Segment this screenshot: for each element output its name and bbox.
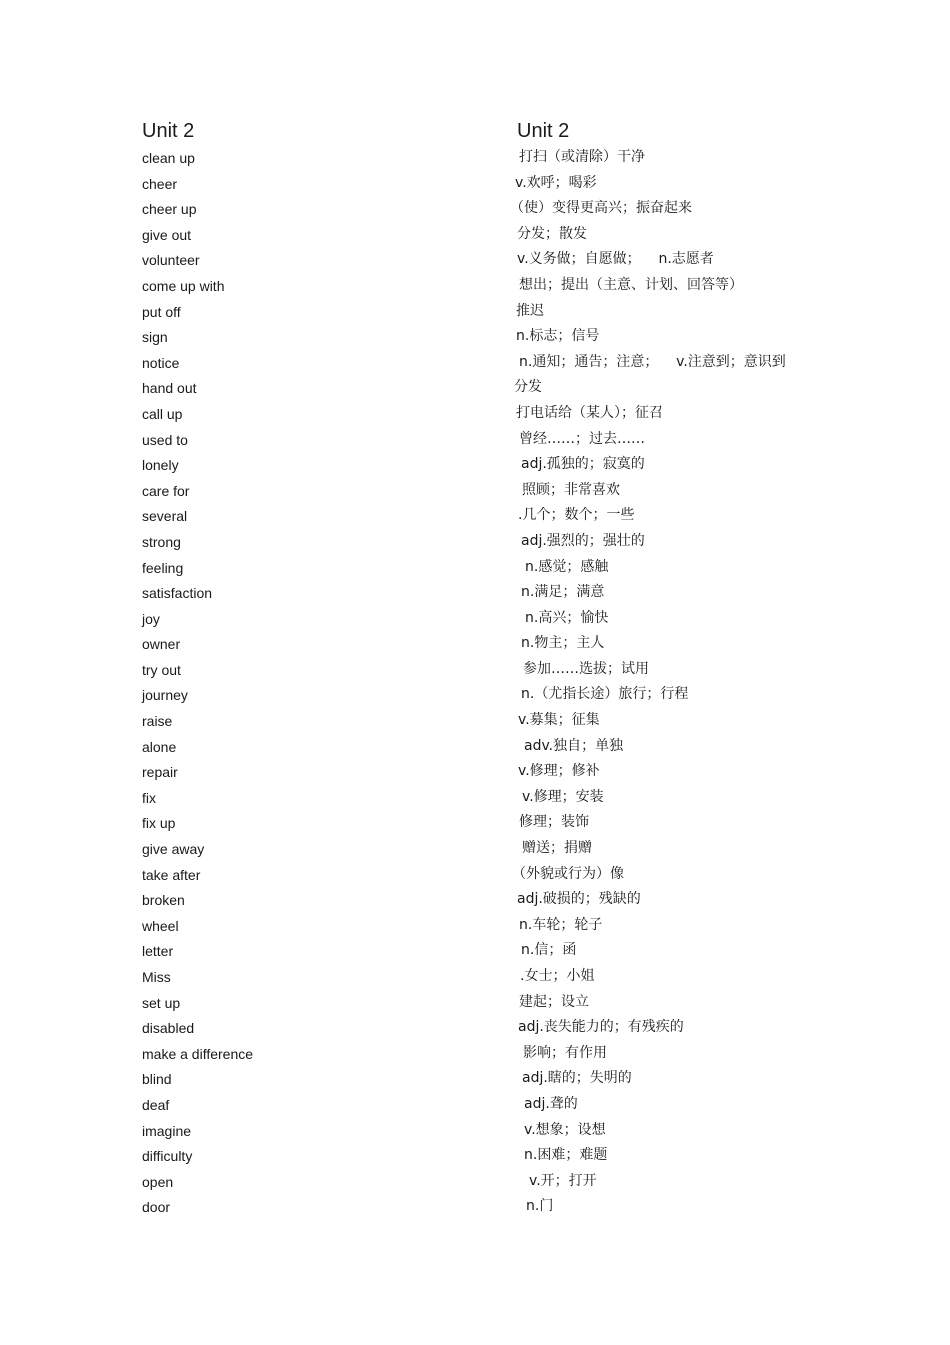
vocab-definition: n.困难；难题: [524, 1147, 608, 1164]
vocab-word: fix: [142, 789, 156, 806]
vocab-definition: 影响；有作用: [523, 1044, 607, 1061]
list-item: [0, 1118, 950, 1144]
vocab-definition: 推迟: [516, 302, 544, 319]
vocab-definition: adj.强烈的；强壮的: [521, 532, 645, 549]
vocab-word: cheer up: [142, 201, 197, 218]
vocab-definition: n.信；函: [521, 942, 577, 959]
list-item: [0, 682, 950, 708]
list-item: [0, 580, 950, 606]
vocab-word: take after: [142, 866, 201, 883]
vocab-word: raise: [142, 713, 173, 730]
list-item: [0, 964, 950, 990]
list-item: [0, 657, 950, 683]
vocab-word: put off: [142, 303, 181, 320]
vocab-word: satisfaction: [142, 585, 213, 602]
list-item: [0, 1169, 950, 1195]
vocab-word: volunteer: [142, 252, 200, 269]
vocab-word: letter: [142, 943, 174, 960]
vocab-word: difficulty: [142, 1148, 193, 1165]
vocab-definition: 分发；散发: [517, 225, 587, 242]
list-item: [0, 708, 950, 734]
vocab-definition: n.物主；主人: [521, 635, 605, 652]
vocab-definition: v.欢呼；喝彩: [515, 174, 597, 191]
vocab-word: call up: [142, 405, 183, 422]
vocab-definition: 打电话给（某人）；征召: [516, 404, 663, 421]
list-item: [0, 1194, 950, 1220]
vocab-definition: .女士；小姐: [520, 968, 595, 984]
vocab-word: joy: [142, 610, 160, 627]
vocab-word: feeling: [142, 559, 184, 576]
list-item: [0, 734, 950, 760]
vocab-definition: n.高兴；愉快: [525, 609, 609, 626]
vocab-word: owner: [142, 636, 181, 653]
vocab-word: journey: [142, 687, 188, 704]
vocab-word: wheel: [142, 917, 179, 934]
vocab-word: open: [142, 1173, 174, 1190]
vocab-definition: n.标志；信号: [516, 328, 600, 345]
list-item: [0, 1066, 950, 1092]
list-item: [0, 222, 950, 248]
vocab-word: Miss: [142, 969, 171, 985]
vocab-word: disabled: [142, 1020, 195, 1037]
list-item: [0, 350, 950, 376]
vocab-definition: n.感觉；感触: [525, 558, 609, 575]
vocab-definition: n.通知；通告；注意； v.注意到；意识到: [519, 353, 786, 370]
vocab-word: notice: [142, 354, 180, 371]
vocab-definition: 分发: [514, 379, 542, 396]
vocab-word: sign: [142, 329, 168, 346]
list-item: [0, 913, 950, 939]
vocab-definition: adj.瞎的；失明的: [522, 1070, 632, 1087]
vocab-word: deaf: [142, 1096, 170, 1113]
vocabulary-list: [0, 145, 950, 1220]
vocab-definition: adj.丧失能力的；有残疾的: [518, 1019, 684, 1036]
list-item: [0, 145, 950, 171]
vocab-word: blind: [142, 1071, 172, 1088]
list-item: [0, 1092, 950, 1118]
vocab-word: broken: [142, 892, 185, 909]
vocab-word: set up: [142, 994, 181, 1011]
list-item: [0, 887, 950, 913]
vocab-definition: 参加……选拔；试用: [523, 660, 649, 677]
list-item: [0, 938, 950, 964]
vocab-definition: n.（尤指长途）旅行；行程: [521, 686, 689, 703]
vocab-definition: v.修理；修补: [518, 763, 600, 780]
vocab-definition: （使）变得更高兴；振奋起来: [510, 200, 692, 217]
list-item: [0, 375, 950, 401]
english-column-heading: Unit 2: [142, 120, 195, 142]
vocab-definition: v.修理；安装: [522, 788, 604, 805]
vocab-word: repair: [142, 764, 178, 781]
list-item: [0, 606, 950, 632]
list-item: [0, 452, 950, 478]
chinese-column-heading: Unit 2: [517, 120, 570, 142]
vocab-word: come up with: [142, 277, 225, 294]
vocab-definition: adv.独自；单独: [524, 737, 624, 754]
vocab-word: care for: [142, 482, 190, 499]
vocab-word: try out: [142, 661, 181, 678]
vocab-word: door: [142, 1199, 171, 1216]
list-item: [0, 1015, 950, 1041]
list-item: [0, 785, 950, 811]
vocab-definition: .几个；数个；一些: [518, 507, 635, 524]
vocab-word: strong: [142, 533, 181, 550]
vocab-definition: v.义务做；自愿做； n.志愿者: [517, 251, 714, 268]
list-item: [0, 324, 950, 350]
vocab-word: give away: [142, 841, 205, 858]
vocab-word: alone: [142, 738, 177, 755]
list-item: [0, 836, 950, 862]
vocab-definition: 建起；设立: [519, 993, 589, 1010]
vocab-word: cheer: [142, 175, 178, 192]
list-item: [0, 196, 950, 222]
vocab-definition: n.门: [526, 1198, 554, 1215]
vocab-word: several: [142, 508, 188, 525]
list-item: [0, 1041, 950, 1067]
vocab-word: fix up: [142, 815, 176, 832]
vocab-definition: adj.破损的；残缺的: [517, 891, 641, 908]
vocab-word: imagine: [142, 1122, 192, 1139]
vocab-definition: adj.聋的: [524, 1095, 578, 1112]
list-item: [0, 529, 950, 555]
vocab-definition: （外貌或行为）像: [512, 865, 624, 882]
vocab-definition: 想出；提出（主意、计划、回答等）: [519, 276, 743, 293]
list-item: [0, 273, 950, 299]
vocab-word: make a difference: [142, 1045, 254, 1062]
vocab-word: used to: [142, 431, 188, 448]
list-item: [0, 1143, 950, 1169]
vocab-definition: 曾经……；过去……: [519, 430, 645, 447]
list-item: [0, 478, 950, 504]
vocab-definition: 打扫（或清除）干净: [519, 149, 645, 165]
vocab-definition: 赠送；捐赠: [522, 840, 592, 857]
vocab-definition: v.想象；设想: [524, 1121, 606, 1138]
list-item: [0, 427, 950, 453]
vocab-word: hand out: [142, 380, 197, 397]
vocab-definition: 照顾；非常喜欢: [522, 481, 620, 498]
list-item: [0, 247, 950, 273]
vocab-definition: v.募集；征集: [518, 712, 600, 729]
vocab-definition: v.开；打开: [529, 1172, 597, 1189]
vocab-definition: n.满足；满意: [521, 584, 605, 601]
vocab-definition: n.车轮；轮子: [519, 916, 603, 933]
list-item: [0, 299, 950, 325]
list-item: [0, 810, 950, 836]
list-item: [0, 631, 950, 657]
vocab-definition: adj.孤独的；寂寞的: [521, 456, 645, 473]
vocab-word: clean up: [142, 150, 195, 166]
vocab-definition: 修理；装饰: [519, 814, 589, 831]
list-item: [0, 401, 950, 427]
list-item: [0, 171, 950, 197]
vocab-word: lonely: [142, 457, 179, 474]
vocab-word: give out: [142, 226, 192, 243]
list-item: [0, 990, 950, 1016]
list-item: [0, 862, 950, 888]
list-item: [0, 759, 950, 785]
list-item: [0, 555, 950, 581]
list-item: [0, 503, 950, 529]
